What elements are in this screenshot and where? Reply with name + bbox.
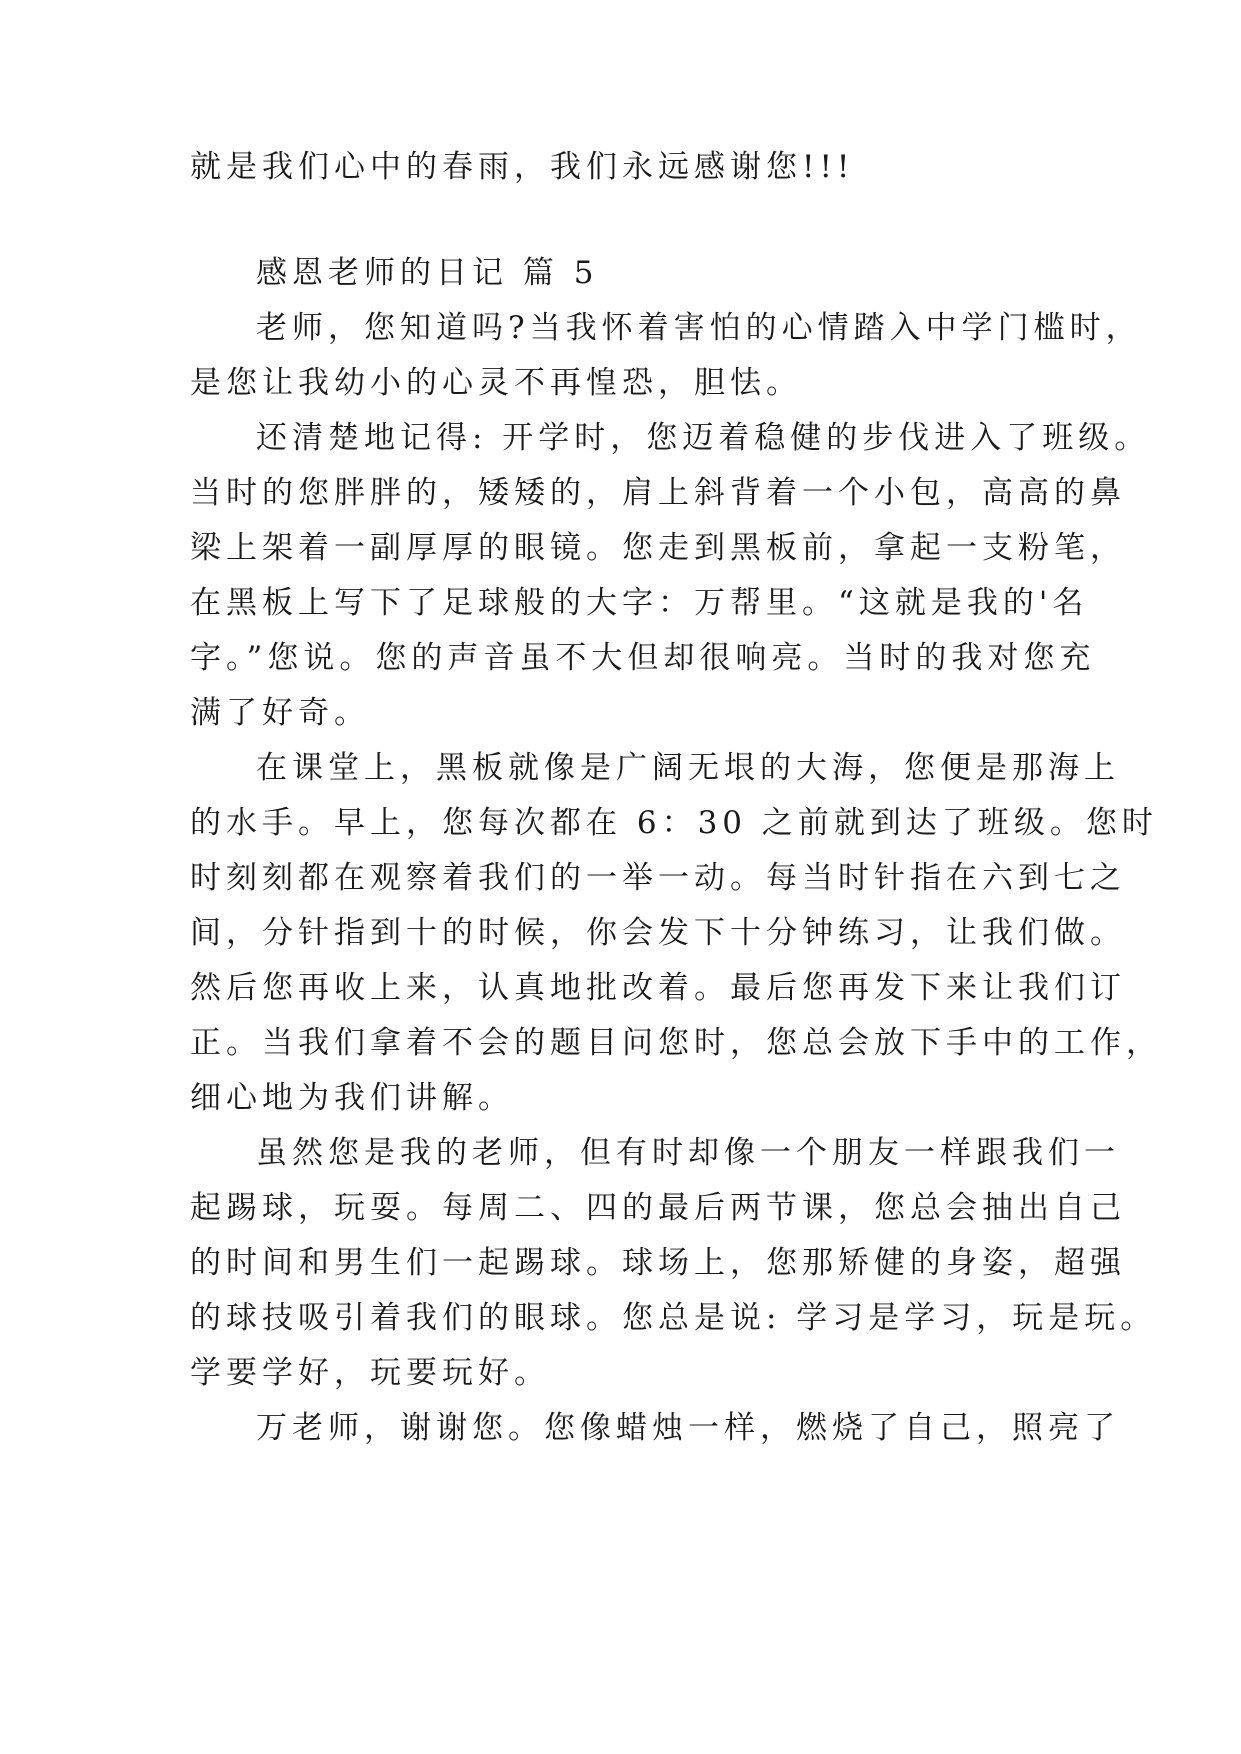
text-line: 梁上架着一副厚厚的眼镜。您走到黑板前，拿起一支粉笔， [190, 530, 1126, 566]
text-line: 正。当我们拿着不会的题目问您时，您总会放下手中的工作， [190, 1025, 1162, 1061]
text-line: 当时的您胖胖的，矮矮的，肩上斜背着一个小包，高高的鼻 [190, 475, 1126, 511]
text-line: 万老师，谢谢您。您像蜡烛一样，燃烧了自己，照亮了 [256, 1410, 1120, 1446]
text-line: 的球技吸引着我们的眼球。您总是说: 学习是学习，玩是玩。 [190, 1300, 1157, 1336]
text-line: 时刻刻都在观察着我们的一举一动。每当时针指在六到七之 [190, 860, 1126, 896]
text-line: 起踢球，玩耍。每周二、四的最后两节课，您总会抽出自己 [190, 1190, 1126, 1226]
text-line: 间，分针指到十的时候，你会发下十分钟练习，让我们做。 [190, 915, 1126, 951]
text-line: 的时间和男生们一起踢球。球场上，您那矫健的身姿，超强 [190, 1245, 1126, 1281]
text-line: 的水手。早上，您每次都在 6：30 之前就到达了班级。您时 [190, 805, 1158, 841]
text-line: 在黑板上写下了足球般的大字：万帮里。“这就是我的'名 [190, 585, 1089, 621]
text-line: 细心地为我们讲解。 [190, 1080, 514, 1116]
text-line: 学要学好，玩要玩好。 [190, 1355, 550, 1391]
text-line: 字。”您说。您的声音虽不大但却很响亮。当时的我对您充 [190, 640, 1096, 676]
text-line: 虽然您是我的老师，但有时却像一个朋友一样跟我们一 [256, 1135, 1120, 1171]
section-heading: 感恩老师的日记 篇 5 [256, 255, 599, 291]
text-line: 在课堂上，黑板就像是广阔无垠的大海，您便是那海上 [256, 750, 1120, 786]
text-line: 然后您再收上来，认真地批改着。最后您再发下来让我们订 [190, 970, 1126, 1006]
text-line: 是您让我幼小的心灵不再惶恐，胆怯。 [190, 365, 802, 401]
text-line: 还清楚地记得: 开学时，您迈着稳健的步伐进入了班级。 [256, 420, 1151, 456]
text-line: 满了好奇。 [190, 695, 370, 731]
text-line: 就是我们心中的春雨，我们永远感谢您!!! [190, 149, 855, 185]
text-line: 老师，您知道吗?当我怀着害怕的心情踏入中学门槛时， [256, 310, 1142, 346]
